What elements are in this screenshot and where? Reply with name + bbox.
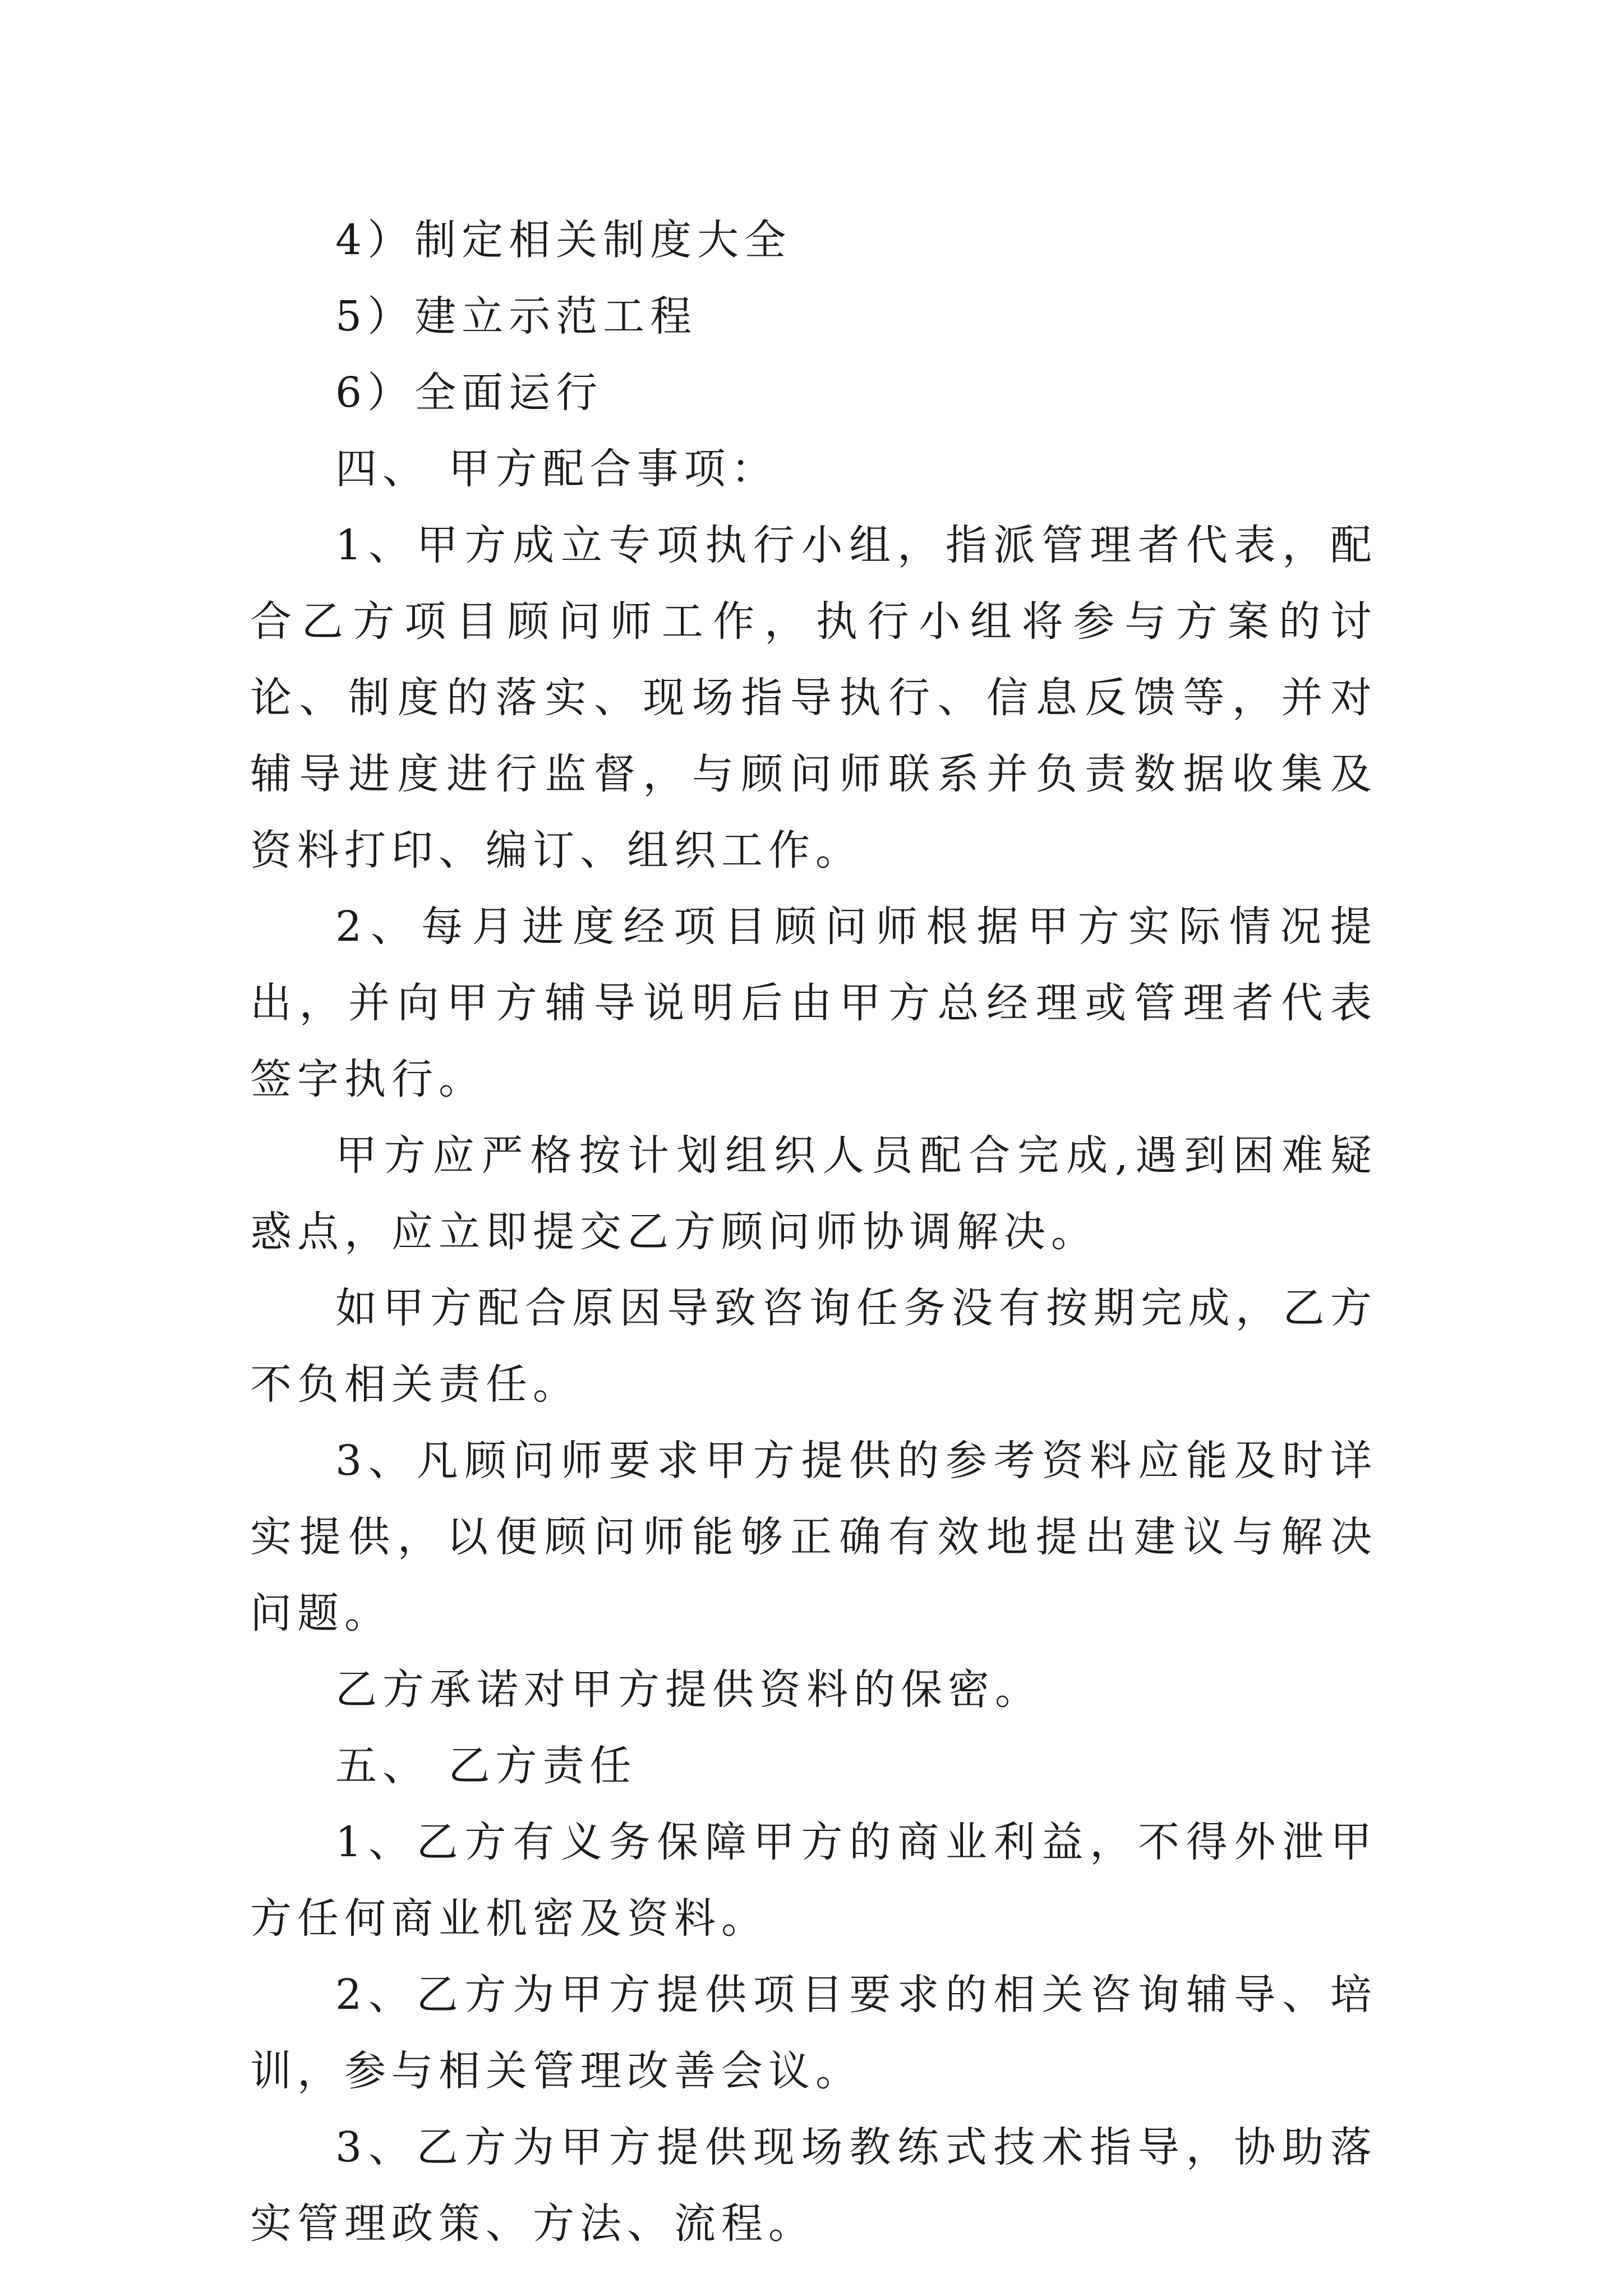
paragraph-party-a-3: 3、凡顾问师要求甲方提供的参考资料应能及时详实提供，以便顾问师能够正确有效地提出建议与解决问题。 (250, 1437, 1377, 1637)
paragraph-party-b-2: 2、乙方为甲方提供项目要求的相关咨询辅导、培训，参与相关管理改善会议。 (250, 1971, 1377, 2095)
paragraph-party-a-2: 2、每月进度经项目顾问师根据甲方实际情况提出，并向甲方辅导说明后由甲方总经理或管理者代表签字执行。 (250, 903, 1377, 1103)
paragraph-party-a-liability: 如甲方配合原因导致咨询任务没有按期完成，乙方不负相关责任。 (250, 1284, 1377, 1409)
list-item-4: 4）制定相关制度大全 (335, 216, 792, 264)
paragraph-party-b-3: 3、乙方为甲方提供现场教练式技术指导，协助落实管理政策、方法、流程。 (250, 2123, 1377, 2248)
paragraph-party-a-cooperate: 甲方应严格按计划组织人员配合完成,遇到困难疑惑点，应立即提交乙方顾问师协调解决。 (250, 1131, 1377, 1256)
paragraph-party-a-1: 1、甲方成立专项执行小组，指派管理者代表，配合乙方项目顾问师工作，执行小组将参与方案的讨论、制度的落实、现场指导执行、信息反馈等，并对辅导进度进行监督，与顾问师联系并负责数据收集及资料打印、编订、组织工作。 (250, 521, 1377, 875)
section-heading-5: 五、 乙方责任 (335, 1742, 637, 1790)
section-heading-4: 四、 甲方配合事项： (335, 445, 778, 493)
paragraph-party-b-1: 1、乙方有义务保障甲方的商业利益，不得外泄甲方任何商业机密及资料。 (250, 1818, 1377, 1943)
list-item-6: 6）全面运行 (335, 369, 603, 417)
paragraph-confidentiality: 乙方承诺对甲方提供资料的保密。 (335, 1665, 1042, 1714)
list-item-5: 5）建立示范工程 (335, 292, 698, 341)
document-body (250, 202, 1377, 2262)
